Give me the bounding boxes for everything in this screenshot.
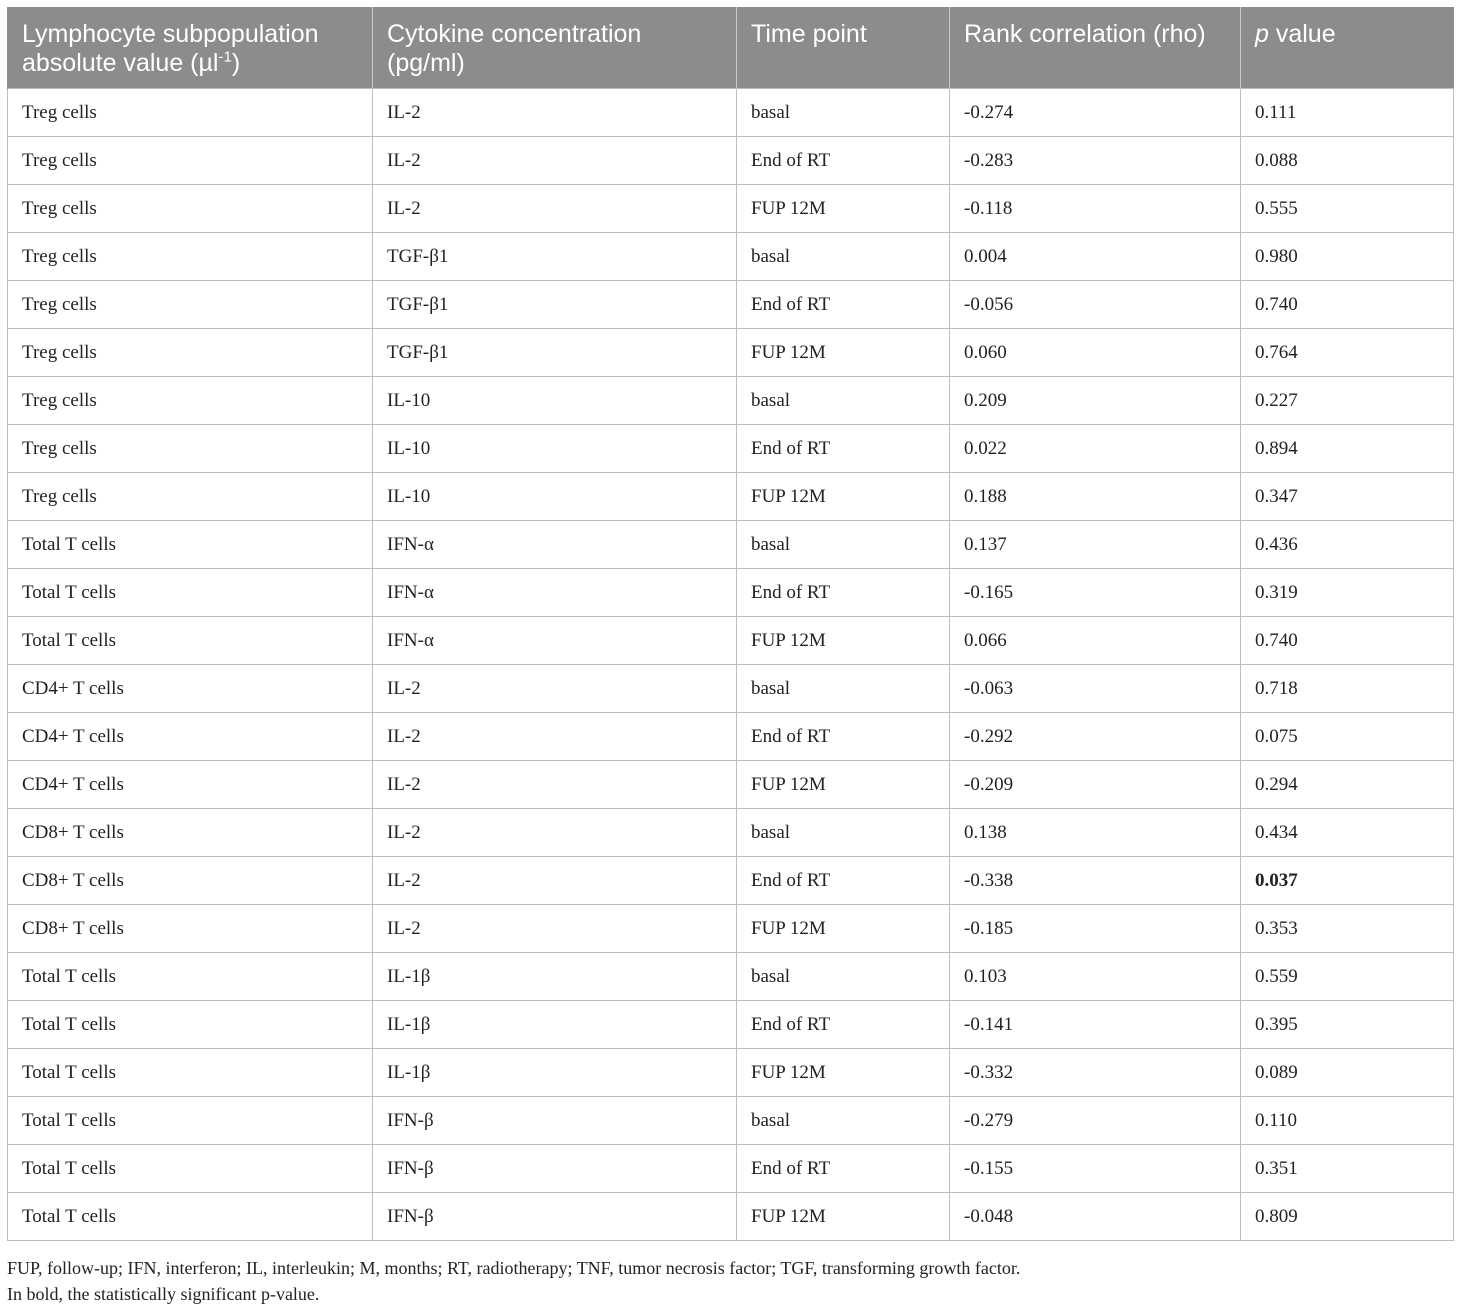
time-point-cell: End of RT (737, 281, 950, 329)
table-row (8, 377, 1454, 425)
cytokine-cell: IFN-β (373, 1193, 737, 1241)
table-row (8, 1001, 1454, 1049)
table-row (8, 425, 1454, 473)
p-value-cell: 0.764 (1241, 329, 1454, 377)
p-value-cell: 0.740 (1241, 617, 1454, 665)
lymphocyte-subpopulation-cell: Total T cells (8, 953, 373, 1001)
cytokine-cell: IFN-β (373, 1145, 737, 1193)
time-point-cell: basal (737, 377, 950, 425)
time-point-cell: FUP 12M (737, 329, 950, 377)
table-row (8, 665, 1454, 713)
footnote-bold-note: In bold, the statistically significant p-value. (7, 1284, 320, 1304)
table-footnotes (7, 1255, 1453, 1307)
rho-cell: 0.022 (950, 425, 1241, 473)
rho-cell: -0.209 (950, 761, 1241, 809)
table-row (8, 521, 1454, 569)
table-row (8, 1097, 1454, 1145)
time-point-cell: FUP 12M (737, 761, 950, 809)
time-point-cell: FUP 12M (737, 905, 950, 953)
cytokine-cell: IL-2 (373, 857, 737, 905)
p-value-cell: 0.555 (1241, 185, 1454, 233)
cytokine-cell: IL-10 (373, 425, 737, 473)
header-time-point (737, 7, 950, 89)
lymphocyte-subpopulation-cell: Treg cells (8, 233, 373, 281)
time-point-cell: basal (737, 521, 950, 569)
lymphocyte-subpopulation-cell: Total T cells (8, 521, 373, 569)
table-row (8, 809, 1454, 857)
p-value-cell: 0.718 (1241, 665, 1454, 713)
time-point-cell: basal (737, 233, 950, 281)
p-value-cell: 0.809 (1241, 1193, 1454, 1241)
header-superscript: -1 (218, 48, 232, 66)
table-row (8, 1145, 1454, 1193)
p-value-cell: 0.319 (1241, 569, 1454, 617)
p-value-cell: 0.111 (1241, 89, 1454, 137)
cytokine-cell: IL-10 (373, 473, 737, 521)
table-row (8, 473, 1454, 521)
lymphocyte-subpopulation-cell: CD8+ T cells (8, 809, 373, 857)
header-lymphocyte-subpopulation (8, 7, 373, 89)
table-row (8, 185, 1454, 233)
lymphocyte-subpopulation-cell: CD8+ T cells (8, 905, 373, 953)
rho-cell: -0.279 (950, 1097, 1241, 1145)
time-point-cell: End of RT (737, 425, 950, 473)
rho-cell: 0.103 (950, 953, 1241, 1001)
lymphocyte-subpopulation-cell: Treg cells (8, 425, 373, 473)
time-point-cell: basal (737, 1097, 950, 1145)
lymphocyte-subpopulation-cell: Total T cells (8, 1145, 373, 1193)
cytokine-cell: IL-2 (373, 665, 737, 713)
cytokine-cell: TGF-β1 (373, 233, 737, 281)
rho-cell: -0.338 (950, 857, 1241, 905)
rho-cell: -0.056 (950, 281, 1241, 329)
cytokine-cell: IL-2 (373, 185, 737, 233)
cytokine-cell: IL-2 (373, 137, 737, 185)
table-row (8, 713, 1454, 761)
cytokine-cell: IL-2 (373, 89, 737, 137)
table-row (8, 89, 1454, 137)
rho-cell: 0.066 (950, 617, 1241, 665)
rho-cell: 0.137 (950, 521, 1241, 569)
table-row (8, 281, 1454, 329)
rho-cell: -0.118 (950, 185, 1241, 233)
cytokine-cell: IL-10 (373, 377, 737, 425)
rho-cell: -0.048 (950, 1193, 1241, 1241)
lymphocyte-subpopulation-cell: Total T cells (8, 569, 373, 617)
table-header (8, 7, 1454, 89)
cytokine-cell: IFN-α (373, 569, 737, 617)
cytokine-cell: IFN-β (373, 1097, 737, 1145)
lymphocyte-subpopulation-cell: Treg cells (8, 137, 373, 185)
time-point-cell: End of RT (737, 713, 950, 761)
cytokine-cell: IL-1β (373, 1001, 737, 1049)
header-label: Lymphocyte subpopulation absolute value (µl (22, 20, 319, 77)
rho-cell: -0.283 (950, 137, 1241, 185)
lymphocyte-subpopulation-cell: Treg cells (8, 473, 373, 521)
cytokine-cell: IL-2 (373, 809, 737, 857)
cytokine-cell: IL-2 (373, 713, 737, 761)
header-row (8, 7, 1454, 89)
header-rank-correlation (950, 7, 1241, 89)
cytokine-cell: IL-1β (373, 953, 737, 1001)
time-point-cell: FUP 12M (737, 185, 950, 233)
table-body (8, 89, 1454, 1241)
lymphocyte-subpopulation-cell: Total T cells (8, 1049, 373, 1097)
table-row (8, 1049, 1454, 1097)
time-point-cell: basal (737, 953, 950, 1001)
time-point-cell: FUP 12M (737, 473, 950, 521)
cytokine-cell: IL-1β (373, 1049, 737, 1097)
time-point-cell: End of RT (737, 1001, 950, 1049)
p-value-cell: 0.353 (1241, 905, 1454, 953)
lymphocyte-subpopulation-cell: CD8+ T cells (8, 857, 373, 905)
table-row (8, 137, 1454, 185)
header-cytokine-concentration (373, 7, 737, 89)
table-row (8, 761, 1454, 809)
lymphocyte-subpopulation-cell: Total T cells (8, 1193, 373, 1241)
p-value-cell: 0.110 (1241, 1097, 1454, 1145)
p-value-cell: 0.980 (1241, 233, 1454, 281)
rho-cell: -0.141 (950, 1001, 1241, 1049)
rho-cell: -0.165 (950, 569, 1241, 617)
header-label: p value (1255, 20, 1336, 48)
time-point-cell: End of RT (737, 137, 950, 185)
time-point-cell: FUP 12M (737, 1049, 950, 1097)
rho-cell: 0.188 (950, 473, 1241, 521)
p-value-cell: 0.089 (1241, 1049, 1454, 1097)
p-value-cell: 0.088 (1241, 137, 1454, 185)
rho-cell: -0.332 (950, 1049, 1241, 1097)
table-row (8, 905, 1454, 953)
table-row (8, 857, 1454, 905)
lymphocyte-subpopulation-cell: Total T cells (8, 1001, 373, 1049)
time-point-cell: End of RT (737, 857, 950, 905)
footnote-abbreviations: FUP, follow-up; IFN, interferon; IL, interleukin; M, months; RT, radiotherapy; TNF, tumor necrosis factor; TGF, transforming growth factor. (7, 1258, 1021, 1278)
time-point-cell: FUP 12M (737, 1193, 950, 1241)
lymphocyte-subpopulation-cell: Treg cells (8, 377, 373, 425)
cytokine-cell: IFN-α (373, 521, 737, 569)
table-row (8, 233, 1454, 281)
cytokine-cell: TGF-β1 (373, 281, 737, 329)
rho-cell: -0.155 (950, 1145, 1241, 1193)
lymphocyte-subpopulation-cell: CD4+ T cells (8, 665, 373, 713)
p-value-cell: 0.075 (1241, 713, 1454, 761)
table-row (8, 329, 1454, 377)
lymphocyte-subpopulation-cell: Total T cells (8, 617, 373, 665)
lymphocyte-subpopulation-cell: Treg cells (8, 89, 373, 137)
rho-cell: 0.004 (950, 233, 1241, 281)
p-value-cell: 0.037 (1241, 857, 1454, 905)
p-value-cell: 0.434 (1241, 809, 1454, 857)
rho-cell: -0.292 (950, 713, 1241, 761)
p-value-cell: 0.559 (1241, 953, 1454, 1001)
p-value-cell: 0.227 (1241, 377, 1454, 425)
correlation-table (7, 7, 1454, 1241)
header-label: Cytokine concentration (pg/ml) (387, 20, 642, 77)
table-row (8, 953, 1454, 1001)
time-point-cell: basal (737, 89, 950, 137)
time-point-cell: basal (737, 665, 950, 713)
time-point-cell: End of RT (737, 569, 950, 617)
time-point-cell: End of RT (737, 1145, 950, 1193)
lymphocyte-subpopulation-cell: CD4+ T cells (8, 761, 373, 809)
header-label: Rank correlation (rho) (964, 20, 1206, 48)
table-row (8, 617, 1454, 665)
time-point-cell: FUP 12M (737, 617, 950, 665)
rho-cell: 0.060 (950, 329, 1241, 377)
rho-cell: -0.274 (950, 89, 1241, 137)
rho-cell: 0.138 (950, 809, 1241, 857)
correlation-table-container (7, 7, 1453, 1241)
rho-cell: -0.063 (950, 665, 1241, 713)
p-value-cell: 0.351 (1241, 1145, 1454, 1193)
header-label-tail: ) (231, 49, 241, 77)
table-row (8, 1193, 1454, 1241)
lymphocyte-subpopulation-cell: Treg cells (8, 329, 373, 377)
header-label: Time point (751, 20, 867, 48)
table-row (8, 569, 1454, 617)
p-value-cell: 0.894 (1241, 425, 1454, 473)
cytokine-cell: IL-2 (373, 761, 737, 809)
cytokine-cell: IL-2 (373, 905, 737, 953)
time-point-cell: basal (737, 809, 950, 857)
rho-cell: -0.185 (950, 905, 1241, 953)
lymphocyte-subpopulation-cell: Treg cells (8, 281, 373, 329)
p-value-cell: 0.436 (1241, 521, 1454, 569)
cytokine-cell: IFN-α (373, 617, 737, 665)
lymphocyte-subpopulation-cell: CD4+ T cells (8, 713, 373, 761)
header-p-value (1241, 7, 1454, 89)
lymphocyte-subpopulation-cell: Treg cells (8, 185, 373, 233)
p-value-cell: 0.347 (1241, 473, 1454, 521)
p-value-cell: 0.294 (1241, 761, 1454, 809)
p-value-cell: 0.740 (1241, 281, 1454, 329)
cytokine-cell: TGF-β1 (373, 329, 737, 377)
p-value-cell: 0.395 (1241, 1001, 1454, 1049)
lymphocyte-subpopulation-cell: Total T cells (8, 1097, 373, 1145)
rho-cell: 0.209 (950, 377, 1241, 425)
